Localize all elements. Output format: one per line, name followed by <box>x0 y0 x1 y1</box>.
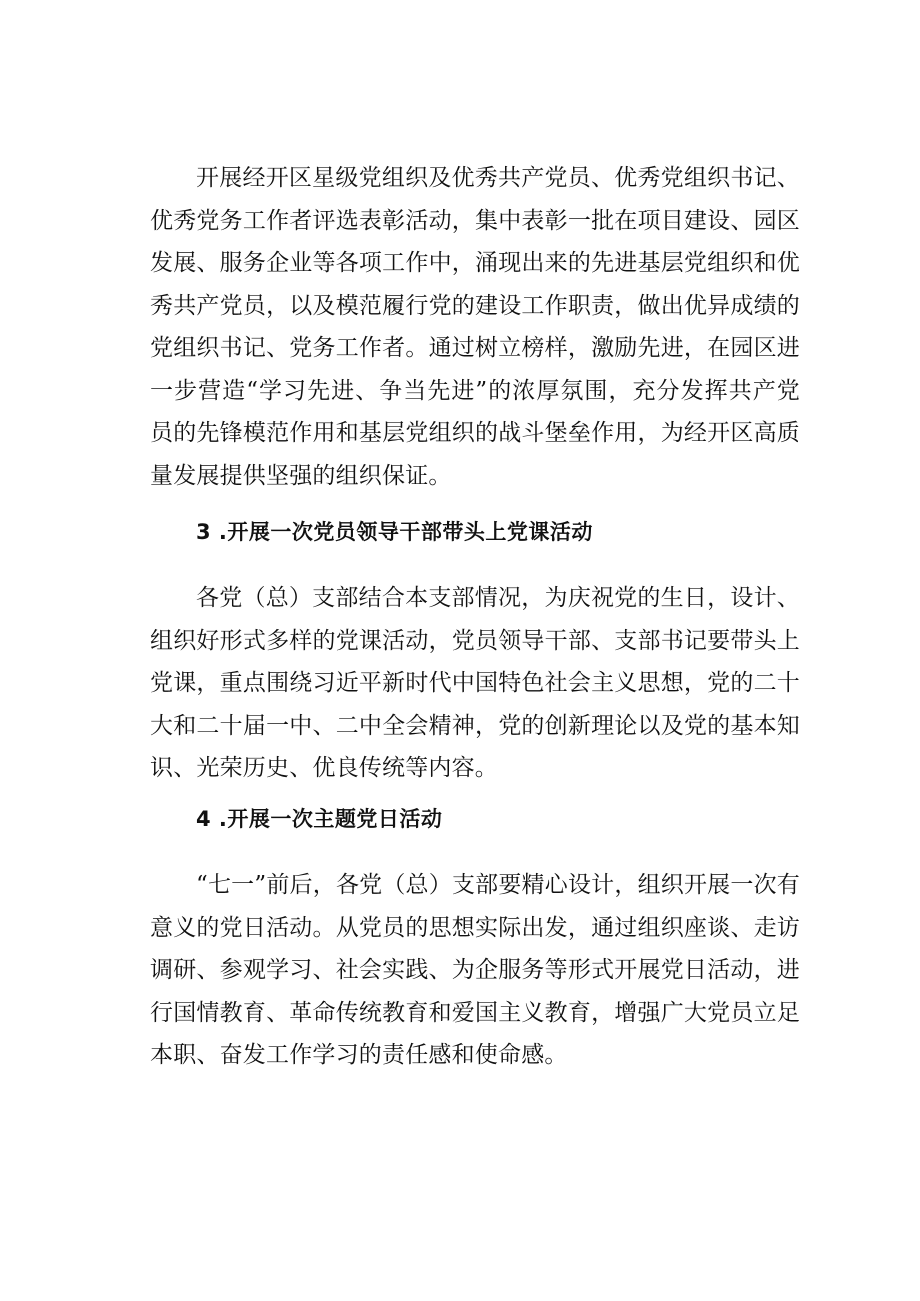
body-paragraph-2: 各党（总）支部结合本支部情况，为庆祝党的生日，设计、组织好形式多样的党课活动，党员领导干部、支部书记要带头上党课，重点围绕习近平新时代中国特色社会主义思想，党的二十大和二十届一中、二中全会精神，党的创新理论以及党的基本知识、光荣历史、优良传统等内容。 <box>150 585 800 781</box>
body-paragraph-3: “七一”前后，各党（总）支部要精心设计，组织开展一次有意义的党日活动。从党员的思想实际出发，通过组织座谈、走访调研、参观学习、社会实践、为企服务等形式开展党日活动，进行国情教育、革命传统教育和爱国主义教育，增强广大党员立足本职、奋发工作学习的责任感和使命感。 <box>150 872 800 1068</box>
section-heading-4: 4 .开展一次主题党日活动 <box>196 807 443 831</box>
body-paragraph-1: 开展经开区星级党组织及优秀共产党员、优秀党组织书记、优秀党务工作者评选表彰活动，集中表彰一批在项目建设、园区发展、服务企业等各项工作中，涌现出来的先进基层党组织和优秀共产党员，以及模范履行党的建设工作职责，做出优异成绩的党组织书记、党务工作者。通过树立榜样，激励先进，在园区进一步营造“学习先进、争当先进”的浓厚氛围，充分发挥共产党员的先锋模范作用和基层党组织的战斗堡垒作用，为经开区高质量发展提供坚强的组织保证。 <box>150 165 800 489</box>
section-heading-3: 3 .开展一次党员领导干部带头上党课活动 <box>196 520 593 544</box>
